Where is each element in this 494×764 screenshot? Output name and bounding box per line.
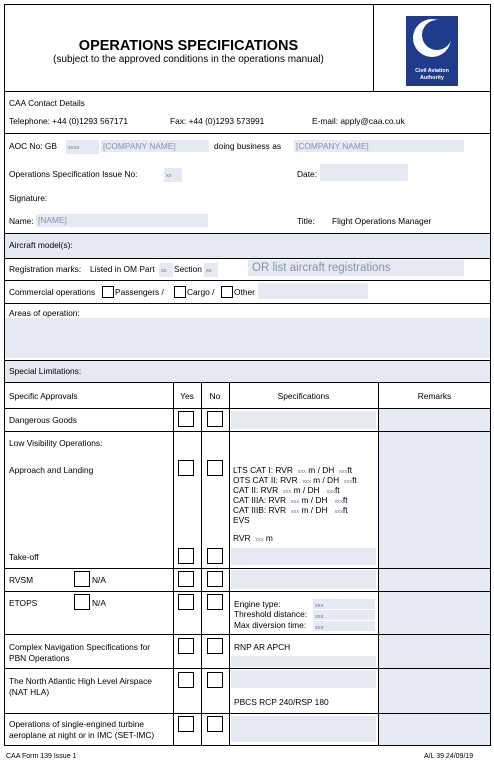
date-field[interactable] [320, 164, 408, 181]
spec-rvsm-field[interactable] [231, 570, 376, 589]
special-limitations-label: Special Limitations: [9, 366, 82, 376]
row-divider [4, 713, 491, 714]
col-header-approvals: Specific Approvals [9, 391, 78, 401]
divider [4, 258, 491, 259]
etops-no-checkbox[interactable] [207, 594, 223, 610]
spec-ots-cat2: OTS CAT II: RVR xxx m / DH xxxft [233, 475, 357, 485]
issue-label: Operations Specification Issue No: [9, 169, 138, 179]
commercial-operations-label: Commercial operations [9, 287, 96, 297]
spec-takeoff-field[interactable] [231, 548, 376, 565]
spec-max-diversion-label: Max diversion time: [234, 620, 307, 630]
aoc-number-field[interactable]: xxxx [66, 140, 99, 154]
caa-logo-icon [406, 16, 458, 66]
etops-yes-checkbox[interactable] [178, 594, 194, 610]
row-divider [4, 408, 491, 409]
aircraft-models-label: Aircraft model(s): [9, 240, 73, 250]
row-label-nat-line1: The North Atlantic High Level Airspace [9, 676, 152, 686]
cargo-label: Cargo / [187, 287, 215, 297]
aircraft-models-field[interactable] [5, 234, 490, 258]
spec-nat-field[interactable] [231, 670, 376, 688]
row-divider [4, 634, 491, 635]
divider [4, 382, 491, 383]
rvsm-na-label: N/A [92, 575, 106, 585]
logo-line-1: Civil Aviation [415, 68, 449, 74]
divider [4, 303, 491, 304]
divider [4, 133, 491, 134]
cargo-checkbox[interactable] [174, 286, 186, 298]
title-value: Flight Operations Manager [332, 216, 432, 226]
section-label: Section [174, 264, 202, 274]
date-label: Date: [297, 169, 318, 179]
setimc-no-checkbox[interactable] [207, 716, 223, 732]
threshold-field[interactable]: xxx [313, 610, 375, 620]
col-header-specifications: Specifications [277, 391, 330, 401]
row-label-takeoff: Take-off [9, 552, 39, 562]
other-checkbox[interactable] [221, 286, 233, 298]
row-divider [4, 668, 491, 669]
remarks-column-fill[interactable] [379, 409, 490, 745]
col-header-no: No [209, 391, 221, 401]
areas-of-operation-field[interactable] [5, 318, 490, 358]
rvsm-na-checkbox[interactable] [74, 571, 90, 587]
takeoff-yes-checkbox[interactable] [178, 548, 194, 564]
rvsm-yes-checkbox[interactable] [178, 571, 194, 587]
col-divider [229, 382, 230, 746]
spec-pbcs: PBCS RCP 240/RSP 180 [234, 697, 329, 707]
row-label-rvsm: RVSM [9, 575, 34, 585]
spec-threshold-label: Threshold distance: [234, 609, 308, 619]
registrations-field[interactable]: OR list aircraft registrations [248, 260, 464, 276]
title-label: Title: [297, 216, 315, 226]
engine-type-field[interactable]: xxx [313, 599, 375, 609]
form-title: OPERATIONS SPECIFICATIONS [78, 38, 299, 54]
nat-no-checkbox[interactable] [207, 672, 223, 688]
approach-yes-checkbox[interactable] [178, 460, 194, 476]
row-label-dangerous-goods: Dangerous Goods [9, 415, 77, 425]
contact-fax: Fax: +44 (0)1293 573991 [170, 116, 265, 126]
logo-line-2: Authority [420, 75, 444, 81]
col-header-yes: Yes [180, 391, 194, 401]
row-label-approach: Approach and Landing [9, 465, 94, 475]
aoc-label: AOC No: GB [9, 141, 57, 151]
dba-field[interactable]: [COMPANY NAME] [294, 140, 464, 152]
approach-no-checkbox[interactable] [207, 460, 223, 476]
spec-evs: EVS [233, 515, 250, 525]
spec-lts-cat1: LTS CAT I: RVR xxx m / DH xxxft [233, 465, 353, 475]
om-part-field[interactable]: xx [159, 263, 173, 277]
spec-cat3b: CAT IIIB: RVR xxx m / DH xxxft [233, 505, 348, 515]
footer-revision: A/L 39 24/09/19 [424, 753, 474, 760]
nat-yes-checkbox[interactable] [178, 672, 194, 688]
row-label-pbn-line2: PBN Operations [9, 653, 70, 663]
spec-setimc-field[interactable] [231, 716, 376, 742]
signature-label: Signature: [9, 193, 48, 203]
etops-na-label: N/A [92, 598, 106, 608]
row-divider [4, 591, 491, 592]
listed-in-om-text: Listed in OM Part [90, 264, 155, 274]
spec-cat2: CAT II: RVR xxx m / DH xxxft [233, 485, 340, 495]
dangerous-goods-yes-checkbox[interactable] [178, 411, 194, 427]
passengers-label: Passengers / [115, 287, 164, 297]
spec-rnp-ar-apch: RNP AR APCH [234, 642, 291, 652]
col-divider [378, 382, 379, 746]
row-label-setimc-line1: Operations of single-engined turbine [9, 719, 145, 729]
row-label-etops: ETOPS [9, 598, 38, 608]
spec-engine-type-label: Engine type: [234, 599, 281, 609]
pbn-yes-checkbox[interactable] [178, 638, 194, 654]
name-label: Name: [9, 216, 34, 226]
takeoff-no-checkbox[interactable] [207, 548, 223, 564]
other-operations-field[interactable] [258, 283, 368, 299]
registration-label: Registration marks: [9, 264, 82, 274]
contact-telephone: Telephone: +44 (0)1293 567171 [9, 116, 128, 126]
rvsm-no-checkbox[interactable] [207, 571, 223, 587]
row-divider [4, 431, 491, 432]
col-divider [201, 382, 202, 746]
setimc-yes-checkbox[interactable] [178, 716, 194, 732]
max-diversion-field[interactable]: xxx [313, 621, 375, 631]
dangerous-goods-no-checkbox[interactable] [207, 411, 223, 427]
form-subtitle: (subject to the approved conditions in the operations manual) [53, 54, 324, 65]
divider [4, 91, 491, 92]
header-divider [373, 4, 374, 91]
contact-email: E-mail: apply@caa.co.uk [312, 116, 405, 126]
row-label-lvo: Low Visibility Operations: [9, 438, 103, 448]
other-label: Other [234, 287, 255, 297]
areas-of-operation-label: Areas of operation: [9, 308, 80, 318]
row-label-pbn-line1: Complex Navigation Specifications for [9, 642, 151, 652]
spec-rvr: RVR xxx m [233, 533, 273, 543]
etops-na-checkbox[interactable] [74, 594, 90, 610]
row-label-setimc-line2: aeroplane at night or in IMC (SET-IMC) [9, 730, 155, 740]
name-field[interactable]: [NAME] [36, 214, 208, 227]
section-field[interactable]: xx [204, 263, 218, 277]
issue-number-field[interactable]: xx [164, 168, 182, 182]
dba-label: doing business as [214, 141, 282, 151]
pbn-no-checkbox[interactable] [207, 638, 223, 654]
caa-logo [406, 16, 458, 86]
row-divider [4, 568, 491, 569]
row-label-nat-line2: (NAT HLA) [9, 687, 50, 697]
col-header-remarks: Remarks [417, 391, 452, 401]
divider [4, 280, 491, 281]
col-divider [173, 382, 174, 746]
passengers-checkbox[interactable] [102, 286, 114, 298]
spec-cat3a: CAT IIIA: RVR xxx m / DH xxxft [233, 495, 348, 505]
spec-dangerous-goods-field[interactable] [231, 411, 376, 429]
company-name-field[interactable]: [COMPANY NAME] [101, 140, 209, 152]
footer-form-id: CAA Form 139 Issue 1 [6, 753, 77, 760]
contact-heading: CAA Contact Details [9, 98, 85, 108]
spec-pbn-field[interactable] [231, 656, 376, 667]
